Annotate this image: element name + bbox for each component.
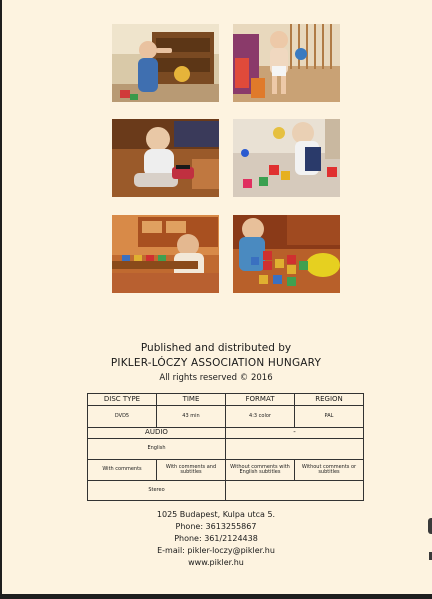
language-value: English xyxy=(88,439,226,460)
region-value: PAL xyxy=(295,406,364,428)
copyright-notice: All rights reserved © 2016 xyxy=(159,373,273,383)
contact-email: E-mail: pikler-loczy@pikler.hu xyxy=(157,546,275,555)
photo-child-with-cups xyxy=(233,119,340,197)
contact-address: 1025 Budapest, Kulpa utca 5. xyxy=(156,510,276,519)
header-disc-type: DISC TYPE xyxy=(88,394,157,406)
photo-child-at-shelf xyxy=(112,24,219,102)
contact-website: www.pikler.hu xyxy=(188,558,244,567)
subtitle-option: Without comments with English subtitles xyxy=(226,460,295,481)
photo-toddler-standing xyxy=(233,24,340,102)
table-row xyxy=(88,481,364,501)
disc-type-value: DVD5 xyxy=(88,406,157,428)
contact-phone-2: Phone: 361/2124438 xyxy=(174,534,258,543)
publisher-name: PIKLER-LÓCZY ASSOCIATION HUNGARY xyxy=(110,357,322,369)
subtitle-option: With comments xyxy=(88,460,157,481)
table-row xyxy=(88,428,364,439)
photo-child-with-blocks xyxy=(233,215,340,293)
table-row xyxy=(88,439,364,460)
sound-empty-cell xyxy=(226,481,364,501)
language-empty-cell xyxy=(226,439,364,460)
disc-specs-table xyxy=(87,393,364,501)
contact-phone-1: Phone: 3613255867 xyxy=(175,522,257,531)
table-row xyxy=(88,460,364,481)
header-region: REGION xyxy=(295,394,364,406)
table-row xyxy=(88,406,364,428)
format-value: 4:3 color xyxy=(226,406,295,428)
subtitle-option: Without comments or subtitles xyxy=(295,460,364,481)
page-bottom-border xyxy=(0,594,432,599)
header-format: FORMAT xyxy=(226,394,295,406)
sound-value: Stereo xyxy=(88,481,226,501)
audio-label: AUDIO xyxy=(88,428,226,439)
header-time: TIME xyxy=(157,394,226,406)
photo-child-at-table xyxy=(112,215,219,293)
subtitle-option: With comments and subtitles xyxy=(157,460,226,481)
photo-child-sitting-with-toy xyxy=(112,119,219,197)
audio-value: - xyxy=(226,428,364,439)
published-by-text: Published and distributed by xyxy=(140,342,292,354)
table-header-row xyxy=(88,394,364,406)
time-value: 43 min xyxy=(157,406,226,428)
